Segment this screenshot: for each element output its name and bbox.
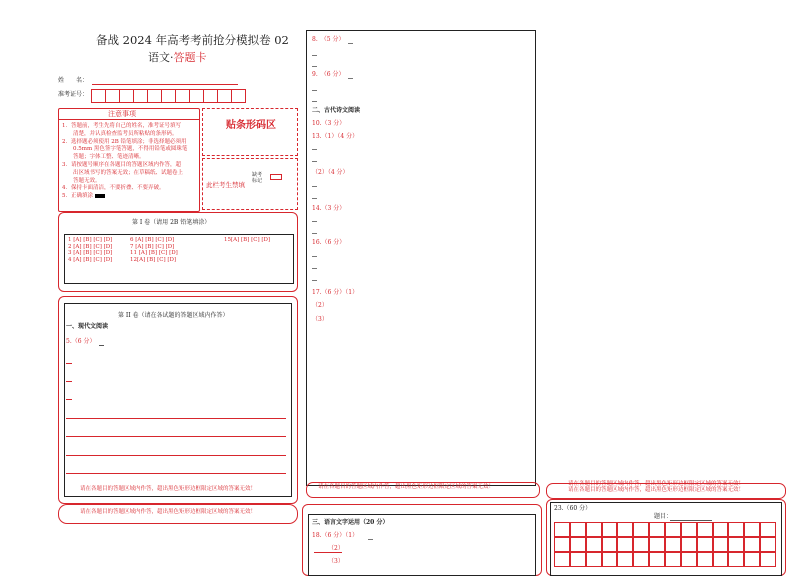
column3-warning-2: 请在各题目的答题区域内作答，超出黑色矩形边框限定区域的答案无效！ <box>568 487 745 493</box>
q13b-label: （2）（4 分） <box>312 169 349 176</box>
q17c-label: （3） <box>312 316 328 323</box>
page-subtitle: 语文·答题卡 <box>148 51 207 64</box>
q14-label: 14.（3 分） <box>312 205 346 212</box>
q18b-label: （2） <box>328 545 344 552</box>
absent-mark-box[interactable] <box>270 174 282 180</box>
choice-col-3[interactable]: 15[A] [B] [C] [D] <box>224 237 271 243</box>
name-field[interactable] <box>92 84 238 85</box>
q23-label: 23.（60 分） <box>554 505 592 512</box>
page-title: 备战 2024 年高考考前抢分模拟卷 02 <box>96 33 289 47</box>
q13-label: 13.（1）（4 分） <box>312 133 359 140</box>
composition-grid[interactable] <box>554 522 776 567</box>
q10-label: 10.（3 分） <box>312 120 346 127</box>
part2-warning: 请在各题目的答题区域内作答，超出黑色矩形边框限定区域的答案无效！ <box>80 486 257 492</box>
choice-col-2[interactable]: 6 [A] [B] [C] [D] 7 [A] [B] [C] [D] 11 [A] [B] [C] [D] 12[A] [B] [C] [D] <box>130 237 178 263</box>
part1-title: 第 I 卷（请用 2B 铅笔填涂） <box>132 219 211 226</box>
notes-title: 注意事项 <box>108 110 136 118</box>
exam-id-label: 准考证号： <box>58 91 89 98</box>
q5-label: 5.（6 分） <box>66 338 96 345</box>
topic-label: 题目： <box>654 513 673 520</box>
part2-bottom-warning: 请在各题目的答题区域内作答，超出黑色矩形边框限定区域的答案无效！ <box>80 509 257 515</box>
column2-warning: 请在各题目的答题区域内作答，超出黑色矩形边框限定区域的答案无效！ <box>318 484 495 490</box>
barcode-label: 贴条形码区 <box>226 120 276 131</box>
name-label: 姓 名： <box>58 77 89 84</box>
exam-id-boxes[interactable] <box>91 89 245 103</box>
column3-warning-1: 请在各题目的答题区域内作答，超出黑色矩形边框限定区域的答案无效！ <box>568 481 745 487</box>
section-2-title: 二、古代诗文阅读 <box>312 107 361 114</box>
section-1-title: 一、现代文阅读 <box>66 323 109 330</box>
q18-label: 18.（6 分）（1） <box>312 532 359 539</box>
choice-col-1[interactable]: 1 [A] [B] [C] [D] 2 [A] [B] [C] [D] 3 [A] [B] [C] [D] 4 [A] [B] [C] [D] <box>68 237 113 263</box>
absent-mark-label: 缺考标记 <box>252 172 263 184</box>
q18c-label: （3） <box>328 558 344 565</box>
q17b-label: （2） <box>312 302 328 309</box>
section-3-title: 三、语言文字运用（20 分） <box>312 519 389 526</box>
column2-answer-frame <box>306 30 536 486</box>
q9-label: 9. （6 分） <box>312 71 345 78</box>
absent-label: 此栏考生禁填 <box>206 181 245 189</box>
part2-answer-frame <box>64 303 292 497</box>
notes-list: 1．答题前，考生先将自己的姓名，准考证号填写 清楚，并认真检查监考员所粘贴的条形码。 2．选择题必须使用 2B 铅笔填涂；非选择题必须用 0.5mm 黑色签字笔答题，不得用铅笔或圆珠笔 答题；字体工整、笔迹清晰。 3．请按题号顺序在各题目的答题区域内作答，超 出区域书写的答案无效；在草稿纸、试题卷上 答题无效。 4．保持卡面清洁，不要折叠、不要弄破。 5．正确填涂 <box>62 123 188 200</box>
q17-label: 17.（6 分）（1） <box>312 289 359 296</box>
barcode-area <box>202 108 298 156</box>
filled-mark-example <box>95 194 105 198</box>
q8-label: 8. （5 分） <box>312 36 345 43</box>
q16-label: 16.（6 分） <box>312 239 346 246</box>
part2-title: 第 II 卷（请在各试题的答题区域内作答） <box>118 312 229 319</box>
